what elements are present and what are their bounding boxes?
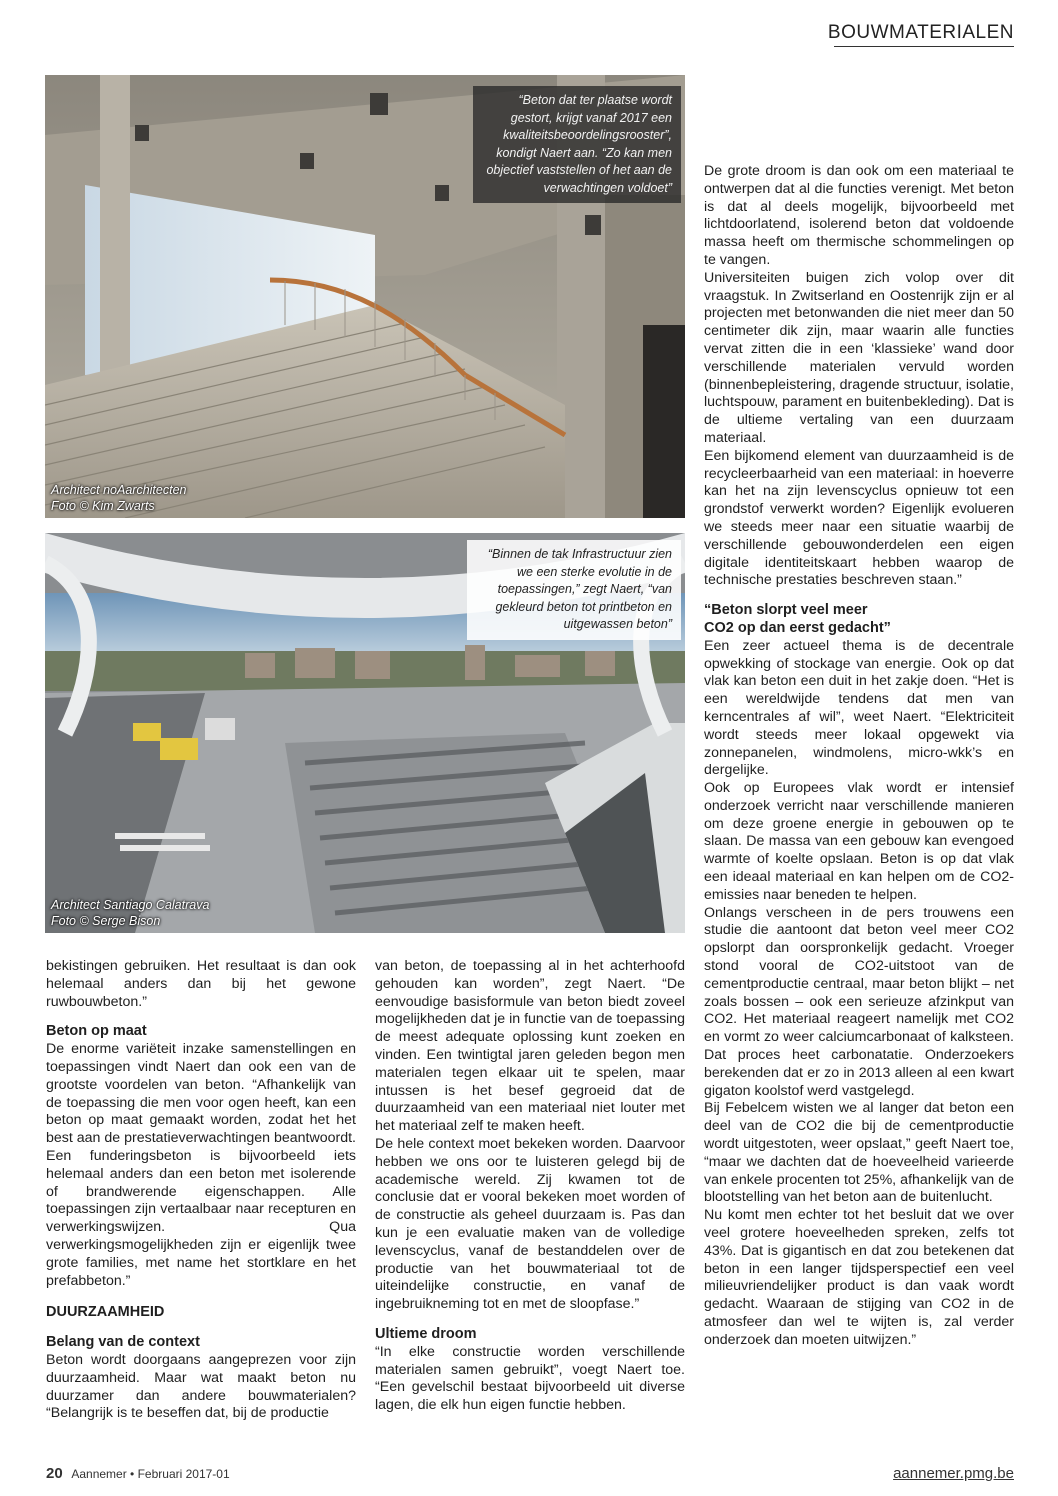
photo-station-credit xyxy=(51,897,209,929)
photo-station-architect: Architect Santiago Calatrava xyxy=(51,898,210,912)
magazine-issue: Aannemer • Februari 2017-01 xyxy=(71,1467,230,1481)
col3-paragraph: Nu komt men echter tot het besluit dat we over veel grotere hoeveelheden spreken, zelfs tot 43%. Dat is gigantisch en dat zou betekenen dat beton in een langer tijdsperspectief een veel milieuvriendelijker product is dan vaak wordt gedacht. Waaraan de stijging van CO2 in de atmosfeer dan wel te wijten is, zal verder onderzoek dan moeten uitwijzen.” xyxy=(704,1207,1014,1348)
article-column-2 xyxy=(375,958,685,1415)
photo-station-quote: “Binnen de tak Infrastructuur zien we een sterke evolutie in de toepassingen,” zegt Naert, “van gekleurd beton tot printbeton en uitgewassen beton” xyxy=(467,540,681,640)
section-title: BOUWMATERIALEN xyxy=(827,22,1014,43)
col2-paragraph: van beton, de toepassing al in het achterhoofd gehouden kan worden”, zegt Naert. “De eenvoudige basisformule van beton biedt zoveel mogelijkheden dat je in functie van de toepassing de meest adequate oplossing kunt zoeken en vinden. Een twintigtal jaren geleden begon men materialen tegen elkaar uit te spelen, maar intussen is het besef gegroeid dat de duurzaamheid van een materiaal niet louter met het materiaal zelf te maken heeft. xyxy=(375,958,685,1135)
col2-paragraph: “In elke constructie worden verschillende materialen samen gebruikt”, voegt Naert toe. “Een gevelschil bestaat bijvoorbeeld uit diverse lagen, die elk hun eigen functie hebben. xyxy=(375,1343,685,1414)
col3-paragraph: Universiteiten buigen zich volop over dit vraagstuk. In Zwitserland en Oostenrijk zijn er al projecten met betonwanden die niet meer dan 50 centimeter dik zijn, maar waarin alle functies vervat zitten die in een ‘klassieke’ wand door verschillende materialen vervuld worden (binnenbepleistering, dragende structuur, isolatie, luchtspouw, parament en buitenbekleding). Dat is de ultieme vertaling van een duurzaam materiaal. xyxy=(704,269,1014,446)
col3-subheading-line-1: “Beton slorpt veel meer xyxy=(704,602,868,619)
col1-paragraph: Beton wordt doorgaans aangeprezen voor zijn duurzaamheid. Maar wat maakt beton nu duurzamer dan andere bouwmaterialen? “Belangrijk is te beseffen dat, bij de productie xyxy=(46,1351,356,1422)
col3-paragraph: Een bijkomend element van duurzaamheid is de recycleerbaarheid van een materiaal: in hoeverre kan het na zijn levenscyclus opnieuw tot een grondstof verwerkt worden? Eigenlijk evolueren we steeds meer naar een situatie waarbij de verschillende gebouwonderdelen een eigen digitale identiteitskaart hebben waarop de technische prestaties beschreven staan.” xyxy=(704,447,1014,589)
page-number: 20 xyxy=(46,1465,63,1482)
section-rule xyxy=(834,46,1014,47)
website-link[interactable]: aannemer.pmg.be xyxy=(893,1465,1014,1482)
col1-paragraph: De enorme variëteit inzake samenstellingen en toepassingen vindt Naert dan ook een van de grootste voordelen van beton. “Afhankelijk van de toepassing die men voor ogen heeft, kan een beton op maat gemaakt worden, zodat het het best aan de prestatieverwachtingen beantwoordt. Een funderingsbeton is bijvoorbeeld iets helemaal anders dan een beton met isolerende of brandwerende eigenschappen. Alle toepassingen zijn vertaalbaar naar recepturen en verwerkingswijzen. Qua verwerkingsmogelijkheden zijn er eigenlijk twee grote families, met name het stortklare en het prefabbeton.” xyxy=(46,1041,356,1289)
photo-staircase-photographer: Foto © Kim Zwarts xyxy=(51,499,155,513)
col3-paragraph: Een zeer actueel thema is de decentrale opwekking of stockage van energie. Ook op dat vlak kan beton een duit in het zakje doen. “Het is een wereldwijde tendens dat men van kerncentrales af wil”, weet Naert. “Elektriciteit wordt steeds meer lokaal opgewekt via zonnepanelen, windmolens, micro-wkk’s en dergelijke. xyxy=(704,637,1014,779)
photo-staircase-architect: Architect noAarchitecten xyxy=(51,483,187,497)
col3-subheading-line-2: CO2 op dan eerst gedacht” xyxy=(704,619,891,636)
col1-heading-duurzaamheid: DUURZAAMHEID xyxy=(46,1304,165,1321)
col3-paragraph: De grote droom is dan ook om een materiaal te ontwerpen dat al die functies verenigt. Met beton is dat al deels mogelijk, bijvoorbeeld met lichtdoorlatend, isolerend beton dat voldoende massa heeft om thermische schommelingen op te vangen. xyxy=(704,163,1014,268)
photo-staircase-credit xyxy=(51,482,187,514)
col1-subheading-context: Belang van de context xyxy=(46,1334,200,1351)
col1-paragraph: bekistingen gebruiken. Het resultaat is dan ook helemaal anders dan bij het gewone ruwbouwbeton.” xyxy=(46,958,356,1010)
col3-paragraph: Ook op Europees vlak wordt er intensief onderzoek verricht naar verschillende manieren om deze groene energie in gebouwen op te slaan. De massa van een gebouw kan evengoed warmte of koelte opslaan. Beton is op dat vlak een ideaal materiaal en kan helpen om de CO2-emissies naar beneden te helpen. xyxy=(704,780,1014,903)
col3-paragraph: Bij Febelcem wisten we al langer dat beton een deel van de CO2 die bij de cementproductie wordt uitgestoten, weer opslaat,” geeft Naert toe, “maar we dachten dat de hoeveelheid varieerde van enkele procenten tot 25%, afhankelijk van de blootstelling van het beton aan de buitenlucht. xyxy=(704,1100,1014,1206)
article-column-3 xyxy=(704,163,1014,1350)
col3-paragraph: Onlangs verscheen in de pers trouwens een studie die aantoont dat beton veel meer CO2 opslorpt dan oorspronkelijk gedacht. Vroeger stond vooral de CO2-uitstoot van de cementproductie centraal, maar beton blijkt – net zoals bossen – ook een serieuze afzinkput van CO2. Het materiaal reageert namelijk met CO2 en vormt zo weer calciumcarbonaat of kalksteen. Dat proces heet carbonatatie. Onderzoekers berekenden dat er zo in 2013 alleen al een kwart gigaton koolstof werd vastgelegd. xyxy=(704,904,1014,1099)
article-column-1 xyxy=(46,958,356,1423)
photo-staircase-quote: “Beton dat ter plaatse wordt gestort, krijgt vanaf 2017 een kwaliteitsbeoordelingsrooster”, kondigt Naert aan. “Zo kan men objectief vaststellen of het aan de verwachtingen voldoet” xyxy=(473,86,681,203)
col1-subheading-beton-op-maat: Beton op maat xyxy=(46,1023,147,1040)
footer-info xyxy=(46,1465,230,1482)
col2-paragraph: De hele context moet bekeken worden. Daarvoor hebben we ons oor te luisteren gelegd bij de academische wereld. Zij kwamen tot de conclusie dat er vooral bekeken moet worden of de constructie als geheel duurzaam is. Pas dan kun je een evaluatie maken van de volledige levenscyclus, vanaf de bestanddelen over de productie van het bouwmateriaal tot de uiteindelijke constructie, en vanaf de ingebruikneming tot en met de sloopfase.” xyxy=(375,1135,685,1313)
col2-subheading-ultieme-droom: Ultieme droom xyxy=(375,1325,477,1342)
photo-station-photographer: Foto © Serge Bison xyxy=(51,914,161,928)
col3-subheading-co2 xyxy=(704,602,1014,638)
